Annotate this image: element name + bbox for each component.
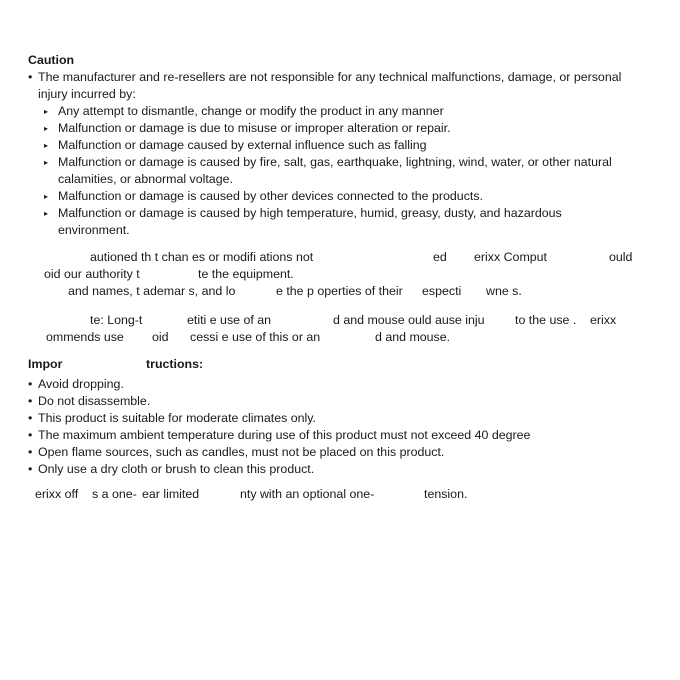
instruction-item: The maximum ambient temperature during use of this product must not exceed 40 degree xyxy=(38,428,531,442)
text-fragment: te: Long-t xyxy=(90,313,143,327)
text-fragment: erixx off xyxy=(35,487,79,501)
text-fragment: etiti e use of an xyxy=(187,313,272,327)
text-fragment: ear limited xyxy=(142,487,200,501)
text-fragment: erixx Comput xyxy=(474,250,547,264)
text-fragment: ommends use xyxy=(46,330,124,344)
text-fragment: oid xyxy=(152,330,169,344)
caution-item: Malfunction or damage is due to misuse or improper alteration or repair. xyxy=(58,121,451,135)
instruction-item: Open flame sources, such as candles, must not be placed on this product. xyxy=(38,445,445,459)
triangle-bullet-icon: ▸ xyxy=(44,192,49,201)
triangle-bullet-icon: ▸ xyxy=(44,107,49,116)
bullet: • xyxy=(28,445,33,459)
text-fragment: e the p operties of their xyxy=(276,284,403,298)
text-fragment: oid our authority t xyxy=(44,267,140,281)
caution-item: Malfunction or damage is caused by other devices connected to the products. xyxy=(58,189,483,203)
instruction-item: Only use a dry cloth or brush to clean this product. xyxy=(38,462,315,476)
triangle-bullet-icon: ▸ xyxy=(44,209,49,218)
instruction-item: This product is suitable for moderate climates only. xyxy=(38,411,316,425)
bullet: • xyxy=(28,70,33,84)
instruction-item: Avoid dropping. xyxy=(38,377,124,391)
instructions-heading: tructions: xyxy=(146,357,204,371)
bullet: • xyxy=(28,411,33,425)
bullet: • xyxy=(28,462,33,476)
instruction-item: Do not disassemble. xyxy=(38,394,151,408)
triangle-bullet-icon: ▸ xyxy=(44,141,49,150)
text-fragment: te the equipment. xyxy=(198,267,294,281)
text-fragment: tension. xyxy=(424,487,468,501)
caution-item-cont: environment. xyxy=(58,223,130,237)
text-fragment: d and mouse ould ause inju xyxy=(333,313,485,327)
caution-heading: Caution xyxy=(28,53,75,67)
caution-item: Malfunction or damage caused by external influence such as falling xyxy=(58,138,427,152)
caution-item-cont: calamities, or abnormal voltage. xyxy=(58,172,233,186)
triangle-bullet-icon: ▸ xyxy=(44,158,49,167)
caution-intro: The manufacturer and re-resellers are not responsible for any technical malfunctions, damage, or personal xyxy=(38,70,622,84)
caution-intro-cont: injury incurred by: xyxy=(38,87,136,101)
text-fragment: s a one- xyxy=(92,487,137,501)
bullet: • xyxy=(28,377,33,391)
instructions-heading: Impor xyxy=(28,357,63,371)
caution-item: Any attempt to dismantle, change or modify the product in any manner xyxy=(58,104,444,118)
text-fragment: especti xyxy=(422,284,462,298)
text-fragment: cessi e use of this or an xyxy=(190,330,321,344)
text-fragment: ed xyxy=(433,250,447,264)
caution-item: Malfunction or damage is caused by fire, salt, gas, earthquake, lightning, wind, water, or other natural xyxy=(58,155,612,169)
caution-item: Malfunction or damage is caused by high temperature, humid, greasy, dusty, and hazardous xyxy=(58,206,562,220)
text-fragment: nty with an optional one- xyxy=(240,487,375,501)
bullet: • xyxy=(28,428,33,442)
text-fragment: wne s. xyxy=(486,284,522,298)
text-fragment: and names, t ademar s, and lo xyxy=(68,284,236,298)
text-fragment: ould xyxy=(609,250,633,264)
text-fragment: autioned th t chan es or modifi ations not xyxy=(90,250,314,264)
triangle-bullet-icon: ▸ xyxy=(44,124,49,133)
text-fragment: erixx xyxy=(590,313,617,327)
bullet: • xyxy=(28,394,33,408)
text-fragment: to the use . xyxy=(515,313,577,327)
text-fragment: d and mouse. xyxy=(375,330,451,344)
